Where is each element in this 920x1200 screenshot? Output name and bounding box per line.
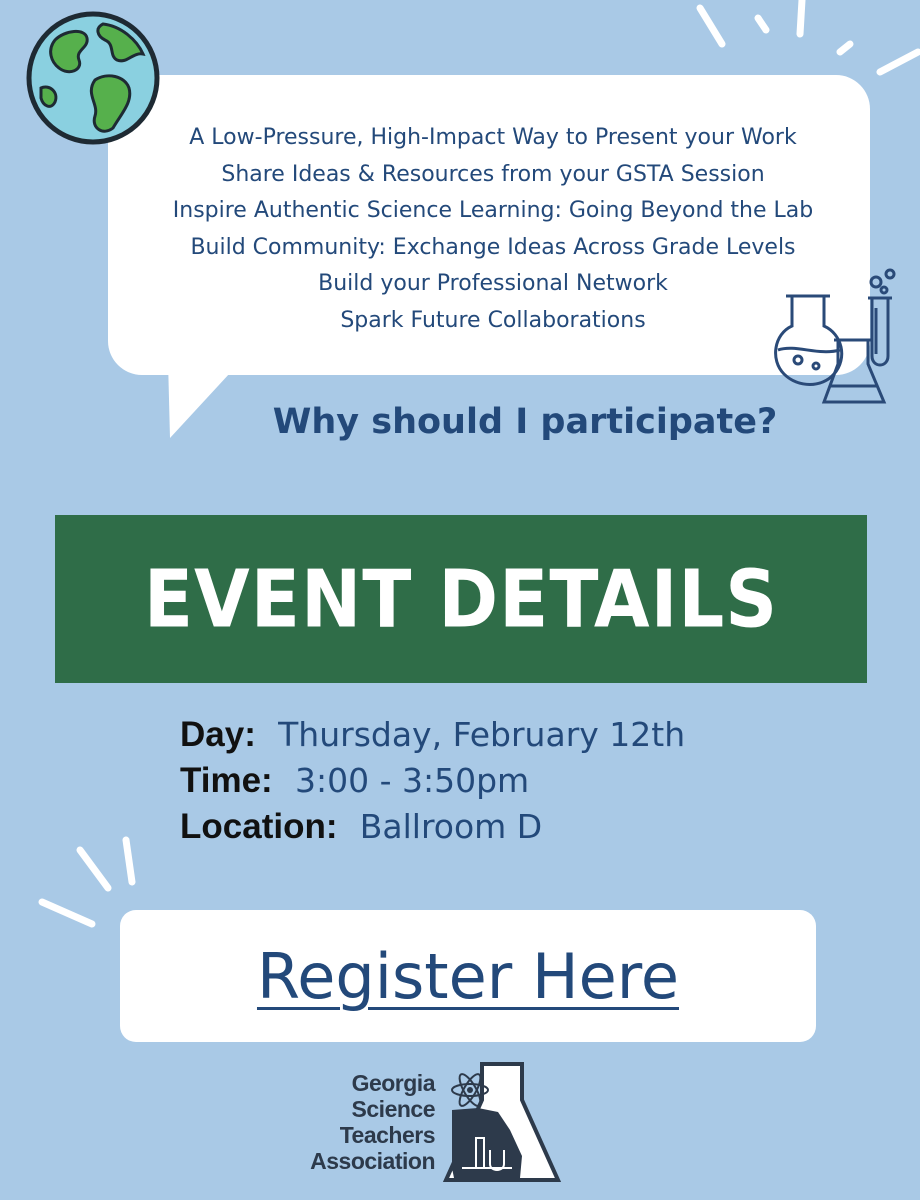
register-link[interactable]: Register Here (256, 939, 679, 1013)
detail-row-location (180, 804, 685, 850)
detail-label: Time: (180, 761, 273, 800)
logo-flask-state-icon (442, 1060, 562, 1188)
benefit-item: A Low-Pressure, High-Impact Way to Present your Work (189, 125, 797, 150)
detail-value: Ballroom D (359, 807, 543, 846)
event-details-list (180, 712, 685, 850)
detail-label: Location: (180, 807, 338, 846)
detail-row-time (180, 758, 685, 804)
lab-glassware-icon (768, 268, 898, 410)
sparkle-icon (690, 0, 920, 80)
gsta-logo (300, 1060, 600, 1190)
logo-line: Georgia (351, 1070, 435, 1096)
benefit-item: Build Community: Exchange Ideas Across Grade Levels (190, 234, 796, 260)
logo-line: Teachers (339, 1122, 435, 1148)
detail-label: Day: (180, 715, 256, 754)
participation-question: Why should I participate? (272, 402, 778, 442)
detail-value: 3:00 - 3:50pm (294, 761, 530, 800)
logo-line: Association (310, 1148, 435, 1174)
benefit-item: Share Ideas & Resources from your GSTA Session (221, 161, 765, 187)
event-details-title: EVENT DETAILS (143, 552, 779, 646)
benefit-item: Spark Future Collaborations (340, 307, 646, 333)
logo-line: Science (351, 1096, 435, 1122)
event-details-banner (55, 515, 867, 683)
benefit-item: Build your Professional Network (318, 271, 668, 296)
benefits-list (128, 120, 858, 339)
globe-icon (25, 10, 161, 146)
register-button[interactable] (120, 910, 816, 1042)
detail-row-day (180, 712, 685, 758)
detail-value: Thursday, February 12th (278, 715, 686, 754)
benefit-item: Inspire Authentic Science Learning: Going Beyond the Lab (172, 198, 814, 223)
logo-wordmark (300, 1070, 435, 1174)
